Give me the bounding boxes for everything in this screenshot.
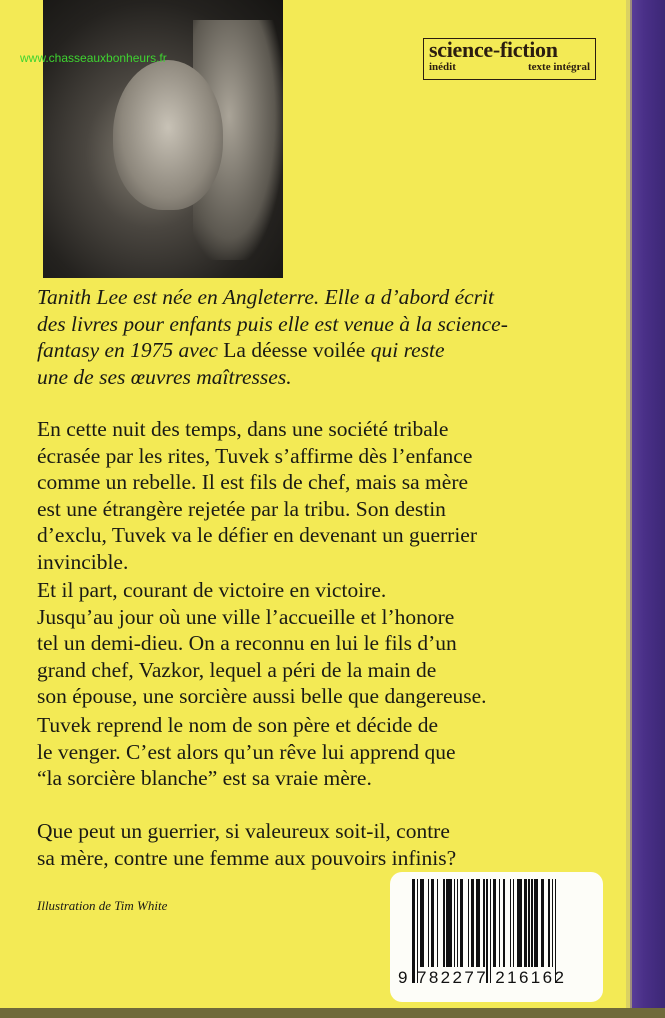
synopsis-line: grand chef, Vazkor, lequel a péri de la main de [37,657,437,682]
synopsis-line: le venger. C’est alors qu’un rêve lui apprend que [37,739,456,764]
bio-text: qui reste [365,338,445,363]
barcode-bar [493,879,496,967]
synopsis-line: Tuvek reprend le nom de son père et décide de [37,713,439,737]
synopsis-line: sa mère, contre une femme aux pouvoirs infinis? [37,845,457,870]
synopsis-line: écrasée par les rites, Tuvek s’affirme dès l’enfance [37,443,473,468]
barcode-bar [541,879,544,967]
isbn-barcode [390,872,603,1002]
book-title-ref: La déesse voilée [223,338,366,363]
barcode-bar [513,879,515,967]
series-logo-inedit: inédit [429,61,456,73]
synopsis-paragraph-1 [37,416,627,576]
synopsis-line: Jusqu’au jour où une ville l’accueille et l’honore [37,604,455,629]
barcode-bar [443,879,445,967]
barcode-bar [552,879,554,967]
author-photo-face [113,60,223,210]
series-logo [423,38,596,80]
series-logo-integral: texte intégral [528,61,590,73]
synopsis-line: son épouse, une sorcière aussi belle que dangereuse. [37,684,487,709]
synopsis-line: est une étrangère rejetée par la tribu. Son destin [37,496,446,521]
series-logo-title: science-fiction [429,37,558,62]
barcode-bar [471,879,474,967]
barcode-bar [476,879,481,967]
synopsis-line: En cette nuit des temps, dans une société tribale [37,417,449,441]
bottom-edge [0,1008,665,1018]
bio-line [37,337,627,364]
synopsis-line: “la sorcière blanche” est sa vraie mère. [37,766,372,791]
author-bio [37,284,627,390]
barcode-bar [483,879,485,967]
synopsis-paragraph-3 [37,712,627,792]
barcode-bar [431,879,434,967]
barcode-bar [517,879,522,967]
bio-line: des livres pour enfants puis elle est venue à la science- [37,311,508,336]
barcode-bar [524,879,527,967]
book-spine [630,0,665,1018]
barcode-bar [468,879,470,967]
illustration-credit: Illustration de Tim White [37,898,168,913]
synopsis-line: tel un demi-dieu. On a reconnu en lui le fils d’un [37,631,457,656]
synopsis-line: Et il part, courant de victoire en victoire. [37,578,387,602]
watermark: www.chasseauxbonheurs.fr [20,51,167,65]
barcode-bar [420,879,425,967]
barcode-bar [454,879,456,967]
barcode-bar [460,879,463,967]
bio-line: Tanith Lee est née en Angleterre. Elle a d’abord écrit [37,285,494,309]
barcode-bar [534,879,537,967]
barcode-bar [428,879,430,967]
isbn-digits: 9 782277 216162 [398,968,567,987]
synopsis-paragraph-2 [37,577,627,710]
synopsis-line: Que peut un guerrier, si valeureux soit-il, contre [37,819,450,843]
synopsis-paragraph-4 [37,818,627,871]
bio-text: fantasy en 1975 avec [37,338,224,363]
author-photo [43,0,283,278]
synopsis-line: invincible. [37,549,129,574]
barcode-bar [510,879,512,967]
synopsis-line: d’exclu, Tuvek va le défier en devenant un guerrier [37,523,477,548]
bio-line: une de ses œuvres maîtresses. [37,364,292,389]
barcode-bar [528,879,530,967]
barcode-bar [548,879,550,967]
barcode-bar [457,879,459,967]
barcode-bar [503,879,505,967]
barcode-bar [531,879,533,967]
barcode-bar [446,879,452,967]
barcode-bar [499,879,501,967]
barcode-bar [437,879,439,967]
synopsis-line: comme un rebelle. Il est fils de chef, mais sa mère [37,470,469,495]
